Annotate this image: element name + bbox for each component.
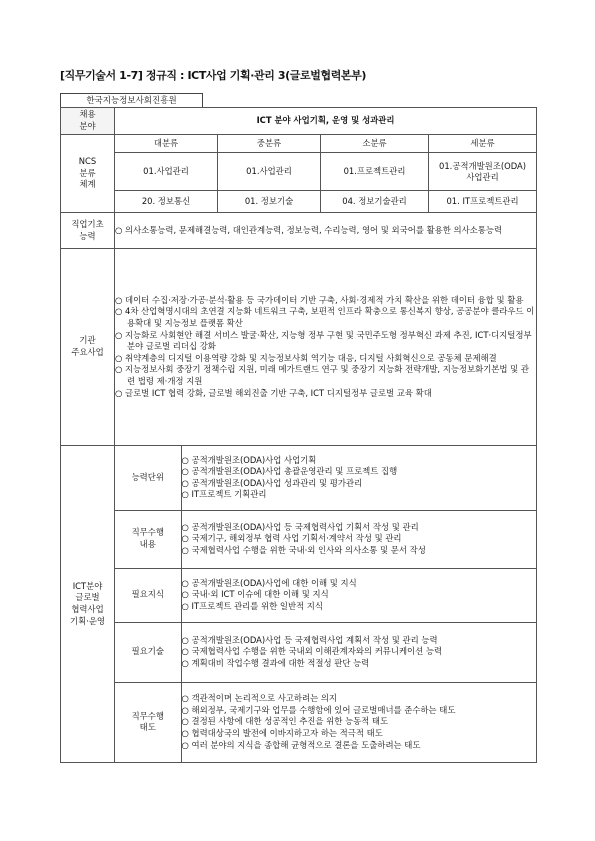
list-item: ○ 국제협력사업 수행을 위한 국내·외 인사와 의사소통 및 문서 작성 [181, 544, 426, 555]
duty-section-list [181, 622, 536, 682]
list-item: ○ 협력대상국의 발전에 이바지하고자 하는 적극적 태도 [181, 728, 383, 739]
ncs-header: 세분류 [429, 135, 537, 153]
field-row [61, 108, 537, 135]
list-item: ○ 공적개발원조(ODA)사업 총괄운영관리 및 프로젝트 집행 [181, 466, 398, 477]
basic-ability-list [115, 213, 537, 249]
duty-section [115, 510, 536, 568]
list-item: ○ 공적개발원조(ODA)사업에 대한 이해 및 지식 [181, 577, 357, 588]
list-item: ○ 객관적이며 논리적으로 사고하려는 의지 [181, 693, 338, 704]
ncs-cell: 01.사업관리 [218, 153, 321, 191]
duty-section-label: 필요지식 [115, 568, 181, 622]
list-item: ○ 공적개발원조(ODA)사업 사업기획 [181, 454, 317, 465]
page-title: [직무기술서 1-7] 정규직 : ICT사업 기획·관리 3(글로벌협력본부) [60, 69, 367, 82]
duty-section-list [181, 510, 536, 568]
ncs-row [61, 191, 537, 213]
list-item: ○ 취약계층의 디지털 이용역량 강화 및 지능정보사회 역기능 대응, 디지털 사회혁신으로 공동체 문제해결 [115, 352, 497, 363]
job-description-table [60, 107, 537, 763]
ncs-cell: 01.사업관리 [115, 153, 218, 191]
business-list [115, 249, 537, 446]
list-item: ○ 글로벌 ICT 협력 강화, 글로벌 해외진출 기반 구축, ICT 디지털정부 글로벌 교육 확대 [115, 387, 432, 398]
ncs-cell: 20. 정보통신 [115, 191, 218, 213]
ncs-header: 소분류 [321, 135, 429, 153]
duty-label: ICT분야 글로벌 협력사업 기획·운영 [61, 446, 115, 763]
duty-detail-table [115, 446, 536, 762]
list-item: ○ 지능정보사회 중장기 정책수립 지원, 미래 메가트랜드 연구 및 중장기 지능화 전략개발, 지능정보화기본법 및 관련 법령 제·개정 지원 [115, 364, 529, 386]
duty-section [115, 446, 536, 510]
list-item: ○ 국내·외 ICT 이슈에 대한 이해 및 지식 [181, 589, 329, 600]
basic-ability-row [61, 213, 537, 249]
list-item: ○ 여러 분야의 지식을 종합해 균형적으로 결론을 도출하려는 태도 [181, 739, 421, 750]
list-item: ○ 공적개발원조(ODA)사업 성과관리 및 평가관리 [181, 477, 363, 488]
list-item: ○ 해외정부, 국제기구와 업무를 수행함에 있어 글로벌매너를 준수하는 태도 [181, 704, 456, 715]
duty-section [115, 568, 536, 622]
ncs-header: 대분류 [115, 135, 218, 153]
list-item: ○ 지능화로 사회현안 해결 서비스 발굴·확산, 지능형 정부 구현 및 국민주도형 정부혁신 과제 추진, ICT·디지털정부 분야 글로벌 리더십 강화 [115, 329, 532, 352]
basic-ability-label: 직업기초 능력 [61, 213, 115, 249]
duty-section-list [181, 568, 536, 622]
list-item: ○ 4차 산업혁명시대의 초연결 지능화 네트워크 구축, 보편적 인프라 확충으로 통신복지 향상, 공공분야 클라우드 이용확대 및 지능정보 플랫폼 확산 [115, 306, 535, 329]
business-row [61, 249, 537, 446]
duty-row [61, 446, 537, 763]
duty-section-list [181, 446, 536, 510]
duty-section [115, 622, 536, 682]
duty-detail [115, 446, 537, 763]
list-item: ○ 공적개발원조(ODA)사업 등 국제협력사업 계획서 작성 및 관리 능력 [181, 634, 438, 645]
list-item: ○ 계획대비 작업수행 결과에 대한 적절성 판단 능력 [181, 657, 370, 668]
duty-section-label: 직무수행 내용 [115, 510, 181, 568]
list-item: ○ 데이터 수집·저장·가공·분석·활용 등 국가데이터 기반 구축, 사회·경제적 가치 확산을 위한 데이터 융합 및 활용 [115, 294, 524, 305]
duty-section-list [181, 682, 536, 762]
field-value: ICT 분야 사업기획, 운영 및 성과관리 [115, 108, 537, 135]
business-label: 기관 주요사업 [61, 249, 115, 446]
list-item: ○ 국제기구, 해외정부 협력 사업 기획서·계약서 작성 및 관리 [181, 533, 402, 544]
ncs-label: NCS 분류 체계 [61, 135, 115, 213]
ncs-header: 중분류 [218, 135, 321, 153]
ncs-row [61, 153, 537, 191]
ncs-cell: 01.프로젝트관리 [321, 153, 429, 191]
duty-section-label: 직무수행 태도 [115, 682, 181, 762]
field-label: 채용 분야 [61, 108, 115, 135]
ncs-header-row [61, 135, 537, 153]
ncs-cell: 01. 정보기술 [218, 191, 321, 213]
ncs-cell: 01. IT프로젝트관리 [429, 191, 537, 213]
list-item: ○ IT프로젝트 관리를 위한 일반적 지식 [181, 600, 323, 611]
list-item: ○ 결정된 사항에 대한 성공적인 추진을 위한 능동적 태도 [181, 716, 389, 727]
ncs-cell: 01.공적개발원조(ODA) 사업관리 [429, 153, 537, 191]
organization-name: 한국지능정보사회진흥원 [60, 93, 203, 107]
ncs-cell: 04. 정보기술관리 [321, 191, 429, 213]
list-item: ○ IT프로젝트 기획관리 [181, 489, 267, 500]
duty-section-label: 필요기술 [115, 622, 181, 682]
list-item: ○ 의사소통능력, 문제해결능력, 대인관계능력, 정보능력, 수리능력, 영어 및 외국어를 활용한 의사소통능력 [115, 224, 503, 235]
list-item: ○ 공적개발원조(ODA)사업 등 국제협력사업 기획서 작성 및 관리 [181, 521, 419, 532]
duty-section-label: 능력단위 [115, 446, 181, 510]
duty-section [115, 682, 536, 762]
list-item: ○ 국제협력사업 수행을 위한 국내외 이해관계자와의 커뮤니케이션 능력 [181, 646, 443, 657]
